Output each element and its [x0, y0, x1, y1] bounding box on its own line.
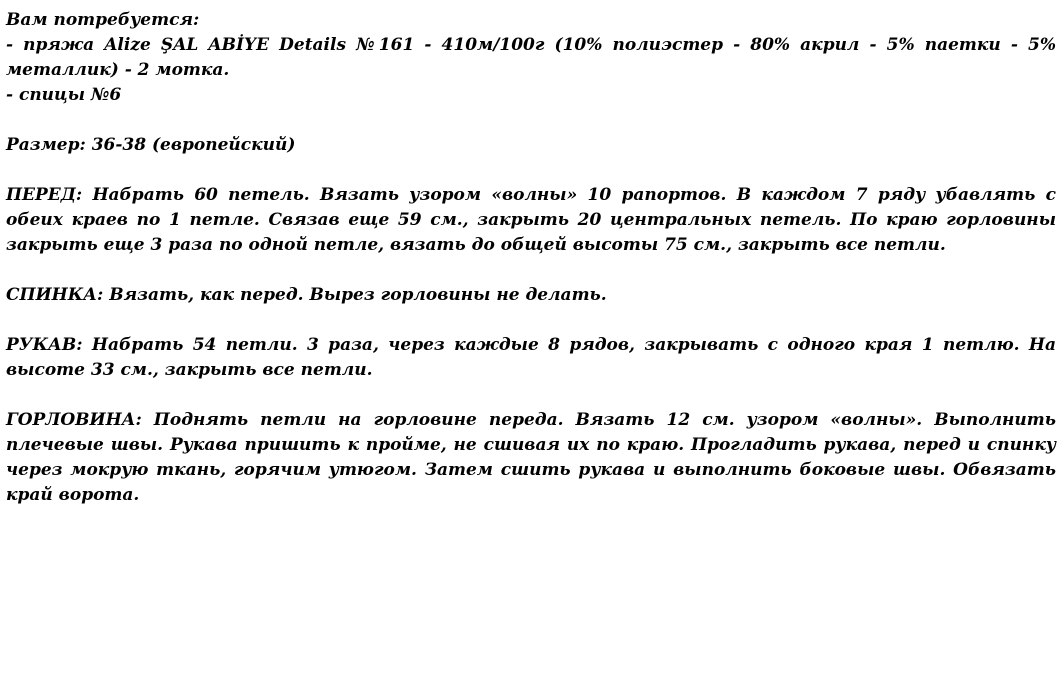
back-paragraph: СПИНКА: Вязать, как перед. Вырез горловины не делать. [6, 285, 607, 305]
materials-heading: Вам потребуется: [6, 10, 200, 30]
size-paragraph: Размер: 36-38 (европейский) [6, 135, 296, 155]
materials-needles: - спицы №6 [6, 85, 122, 105]
materials-yarn: - пряжа Alize ŞAL ABİYE Details №161 - 410м/100г (10% полиэстер - 80% акрил - 5% паетки - 5% металлик) - 2 мотка. [6, 35, 1056, 80]
materials-section [6, 8, 1056, 108]
sleeve-paragraph: РУКАВ: Набрать 54 петли. 3 раза, через каждые 8 рядов, закрывать с одного края 1 петлю. На высоте 33 см., закрыть все петли. [6, 335, 1056, 380]
neckline-paragraph: ГОРЛОВИНА: Поднять петли на горловине переда. Вязать 12 см. узором «волны». Выполнить плечевые швы. Рукава пришить к пройме, не сшивая их по краю. Прогладить рукава, перед и спинку через мокрую ткань, горячим утюгом. Затем сшить рукава и выполнить боковые швы. Обвязать край ворота. [6, 410, 1056, 505]
front-paragraph: ПЕРЕД: Набрать 60 петель. Вязать узором «волны» 10 рапортов. В каждом 7 ряду убавлять с обеих краев по 1 петле. Связав еще 59 см., закрыть 20 центральных петель. По краю горловины закрыть еще 3 раза по одной петле, вязать до общей высоты 75 см., закрыть все петли. [6, 185, 1056, 255]
